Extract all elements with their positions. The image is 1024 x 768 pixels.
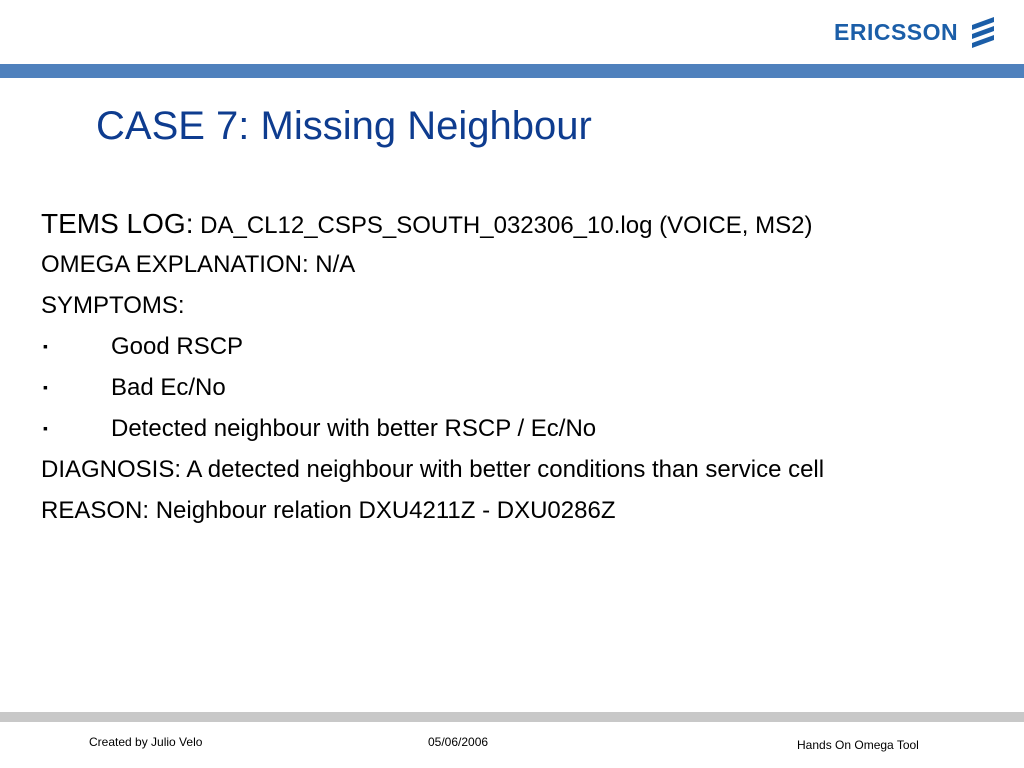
slide-content [41, 203, 1001, 531]
footer-date: 05/06/2006 [428, 735, 489, 749]
bullet-icon: ▪ [43, 420, 48, 436]
symptom-text: Bad Ec/No [111, 374, 226, 401]
logo-text: ERICSSON [834, 18, 959, 45]
symptoms-label: SYMPTOMS: [41, 292, 185, 319]
bullet-icon: ▪ [43, 338, 48, 354]
tems-log-line [41, 203, 1001, 244]
tems-log-label: TEMS LOG: [41, 208, 194, 239]
symptom-text: Detected neighbour with better RSCP / Ec/No [111, 415, 597, 442]
header-bar [0, 64, 1024, 78]
footer-course: Hands On Omega Tool [797, 738, 919, 752]
bullet-icon: ▪ [43, 379, 48, 395]
symptom-item [41, 326, 1001, 367]
omega-explanation: OMEGA EXPLANATION: N/A [41, 251, 356, 278]
slide-title: CASE 7: Missing Neighbour [96, 104, 592, 148]
footer-author: Created by Julio Velo [89, 735, 203, 749]
footer-bar [0, 712, 1024, 722]
ericsson-logo [834, 16, 996, 48]
tems-log-value: DA_CL12_CSPS_SOUTH_032306_10.log (VOICE, MS2) [193, 212, 813, 239]
symptom-item [41, 367, 1001, 408]
diagnosis-line: DIAGNOSIS: A detected neighbour with better conditions than service cell [41, 456, 825, 483]
ericsson-stripes-icon [970, 16, 996, 48]
symptom-text: Good RSCP [111, 333, 244, 360]
reason-line: REASON: Neighbour relation DXU4211Z - DXU0286Z [41, 497, 616, 524]
symptom-item [41, 408, 1001, 449]
